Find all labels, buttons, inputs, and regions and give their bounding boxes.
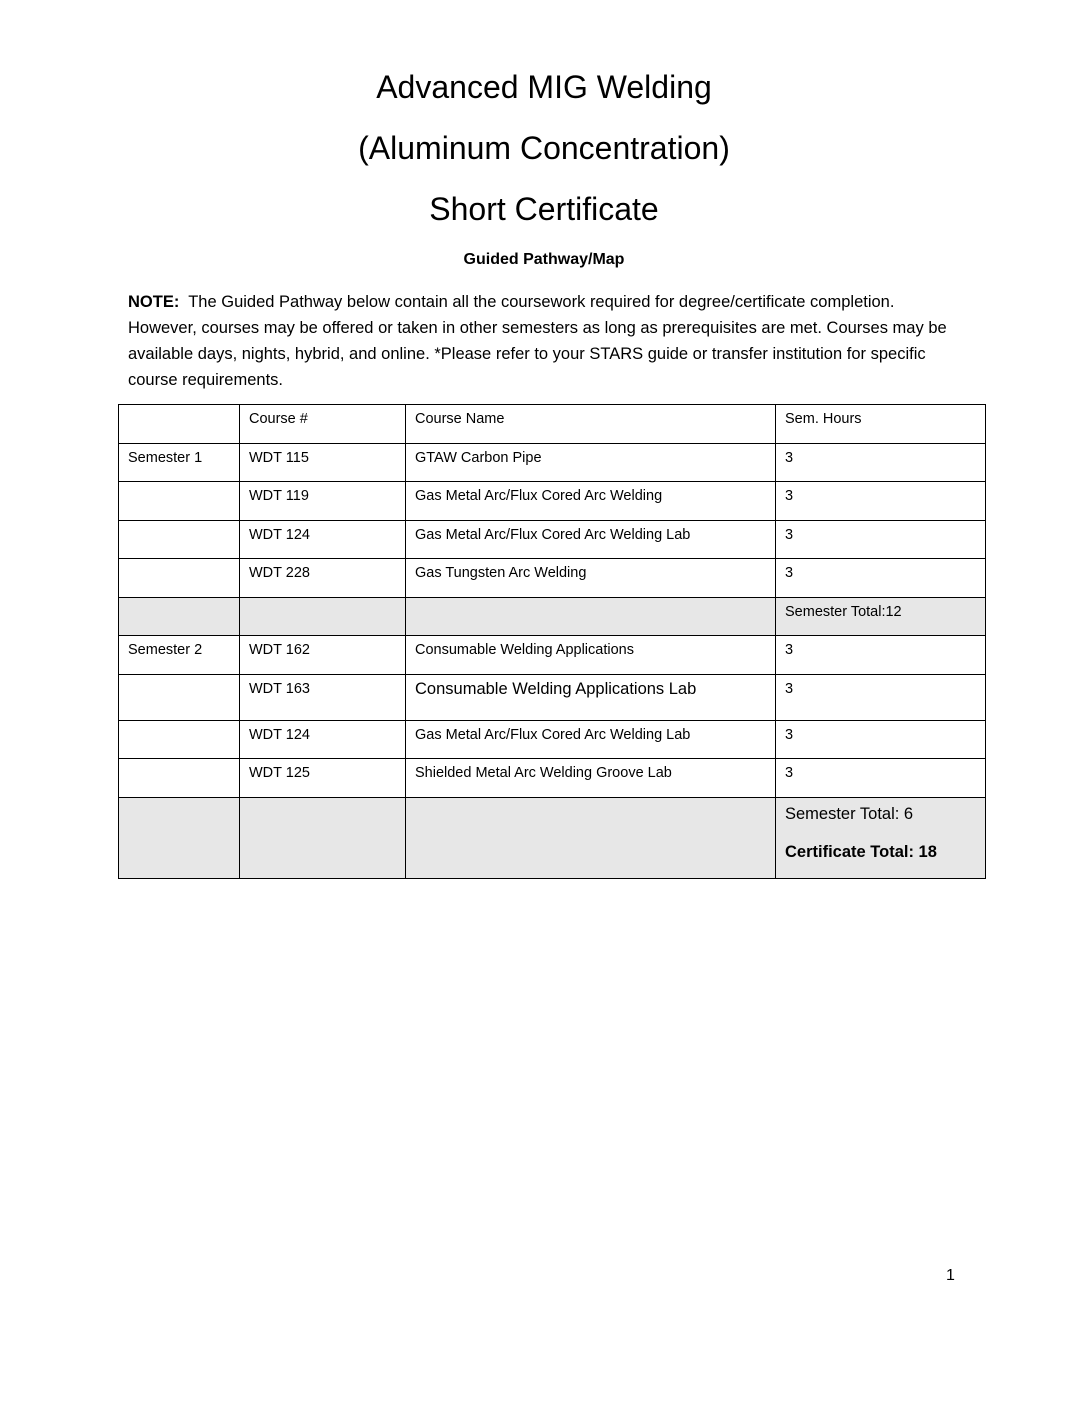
sem-hours: 3 xyxy=(776,720,986,759)
course-number: WDT 228 xyxy=(240,559,406,598)
table-row xyxy=(119,520,986,559)
semester-label: Semester 2 xyxy=(119,636,240,675)
sem-hours: 3 xyxy=(776,443,986,482)
page-number: 1 xyxy=(946,1267,955,1284)
header-cell-course-number: Course # xyxy=(240,405,406,444)
header-cell-course-name: Course Name xyxy=(406,405,776,444)
table-header-row xyxy=(119,405,986,444)
table-row xyxy=(119,443,986,482)
table-row xyxy=(119,674,986,720)
document-title-line-3: Short Certificate xyxy=(429,191,659,227)
total-empty-cell xyxy=(240,597,406,636)
sem-hours: 3 xyxy=(776,520,986,559)
course-name: Shielded Metal Arc Welding Groove Lab xyxy=(406,759,776,798)
semester-label: Semester 1 xyxy=(119,443,240,482)
pathway-table xyxy=(118,404,986,879)
total-empty-cell xyxy=(240,797,406,878)
semester-label-empty xyxy=(119,720,240,759)
semester-1-total-row xyxy=(119,597,986,636)
sem-hours: 3 xyxy=(776,759,986,798)
semester-2-total-row xyxy=(119,797,986,878)
totals-cell xyxy=(776,797,986,878)
course-number: WDT 125 xyxy=(240,759,406,798)
course-number: WDT 162 xyxy=(240,636,406,675)
total-empty-cell xyxy=(119,597,240,636)
course-name: Gas Metal Arc/Flux Cored Arc Welding xyxy=(406,482,776,521)
course-number: WDT 119 xyxy=(240,482,406,521)
header-cell-sem-hours: Sem. Hours xyxy=(776,405,986,444)
total-empty-cell xyxy=(406,797,776,878)
document-title-line-1: Advanced MIG Welding xyxy=(376,69,712,105)
semester-label-empty xyxy=(119,674,240,720)
note-paragraph xyxy=(128,289,958,393)
course-number: WDT 115 xyxy=(240,443,406,482)
document-title-line-2: (Aluminum Concentration) xyxy=(358,130,730,166)
semester-2-total: Semester Total: 6 xyxy=(785,804,914,823)
semester-label-empty xyxy=(119,482,240,521)
sem-hours: 3 xyxy=(776,674,986,720)
total-empty-cell xyxy=(119,797,240,878)
course-name: Consumable Welding Applications Lab xyxy=(406,674,776,720)
semester-label-empty xyxy=(119,520,240,559)
course-number: WDT 163 xyxy=(240,674,406,720)
total-empty-cell xyxy=(406,597,776,636)
table-row xyxy=(119,482,986,521)
course-name: Consumable Welding Applications xyxy=(406,636,776,675)
course-number: WDT 124 xyxy=(240,520,406,559)
sem-hours: 3 xyxy=(776,636,986,675)
table-row xyxy=(119,636,986,675)
note-text: The Guided Pathway below contain all the coursework required for degree/certificate completion. However, courses may be offered or taken in other semesters as long as prerequisites are met. Courses may be available days, nights, hybrid, and online. *Please refer to your STARS guide or transfer institution for specific course requirements. xyxy=(128,293,947,389)
document-subtitle: Guided Pathway/Map xyxy=(463,251,625,268)
course-number: WDT 124 xyxy=(240,720,406,759)
sem-hours: 3 xyxy=(776,559,986,598)
semester-1-total: Semester Total:12 xyxy=(776,597,986,636)
header-cell-semester xyxy=(119,405,240,444)
semester-label-empty xyxy=(119,759,240,798)
course-name: Gas Tungsten Arc Welding xyxy=(406,559,776,598)
course-name: GTAW Carbon Pipe xyxy=(406,443,776,482)
sem-hours: 3 xyxy=(776,482,986,521)
table-row xyxy=(119,559,986,598)
table-row xyxy=(119,720,986,759)
semester-label-empty xyxy=(119,559,240,598)
course-name: Gas Metal Arc/Flux Cored Arc Welding Lab xyxy=(406,720,776,759)
table-row xyxy=(119,759,986,798)
note-label: NOTE: xyxy=(128,293,180,311)
certificate-total: Certificate Total: 18 xyxy=(785,842,937,861)
course-name: Gas Metal Arc/Flux Cored Arc Welding Lab xyxy=(406,520,776,559)
